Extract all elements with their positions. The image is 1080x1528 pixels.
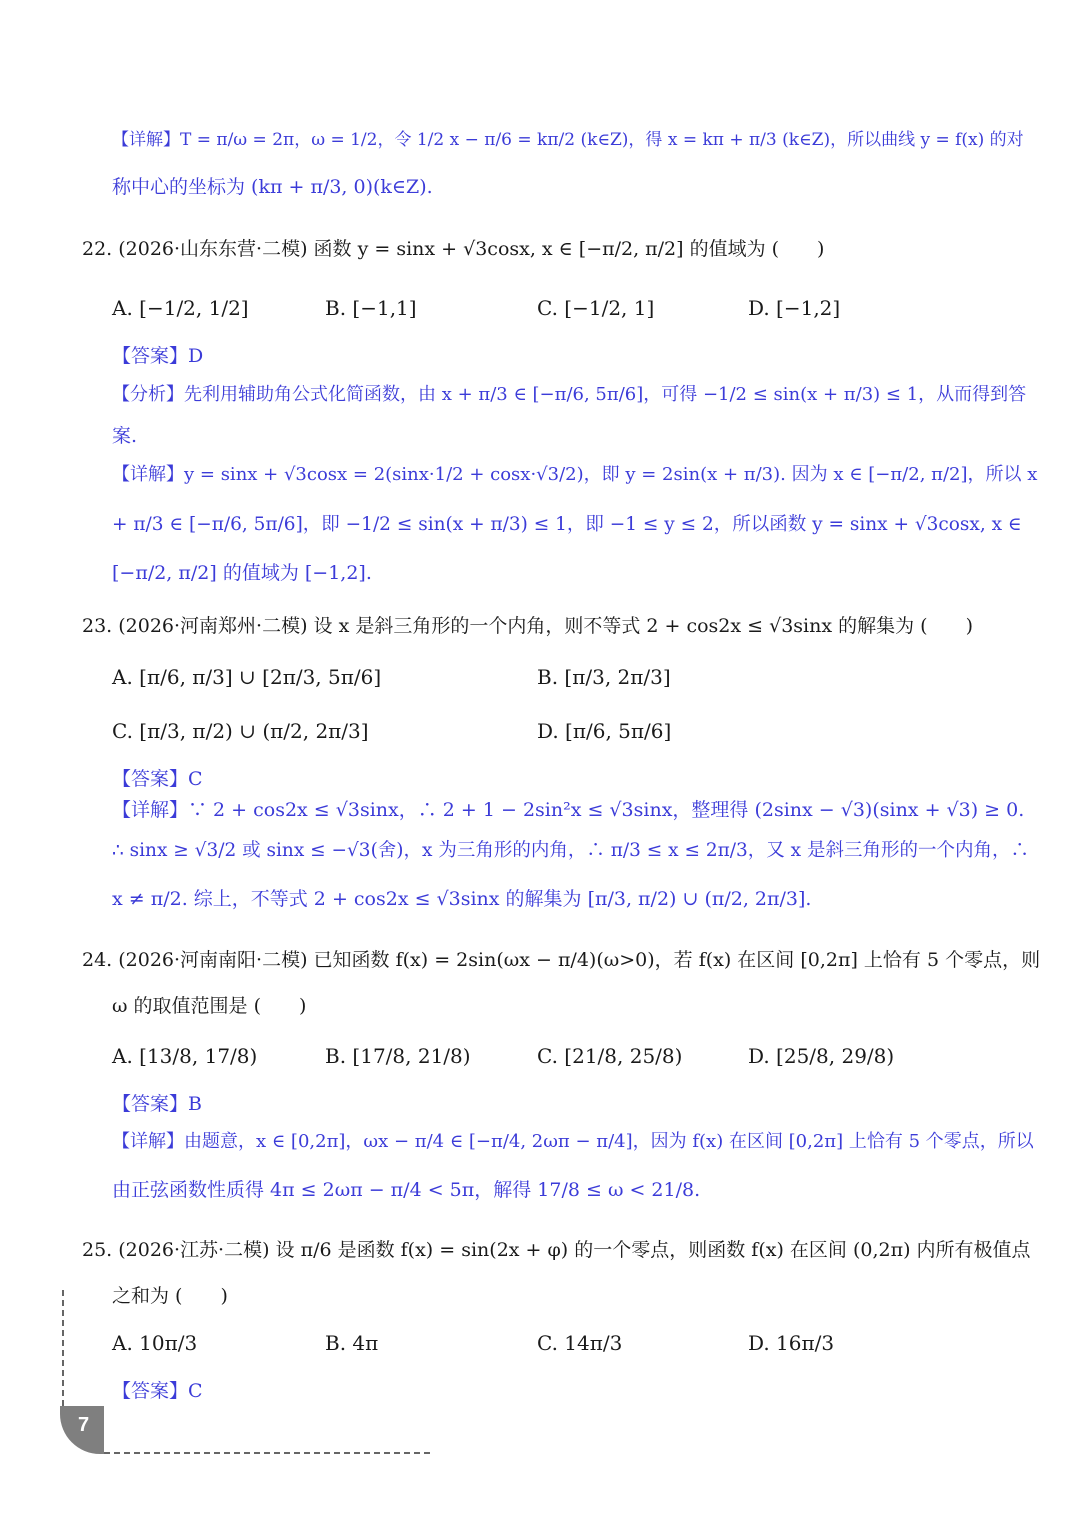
answer-label: 【答案】C <box>112 768 203 790</box>
answer-label: 【答案】D <box>112 345 204 367</box>
solution-line: 【详解】T = π/ω = 2π，ω = 1/2，令 1/2 x − π/6 = kπ/2 (k∈Z)，得 x = kπ + π/3 (k∈Z)，所以曲线 y = f(x) 的对 <box>112 130 1024 150</box>
answer-label: 【答案】C <box>112 1380 203 1402</box>
question-25-stem: 25. (2026·江苏·二模) 设 π/6 是函数 f(x) = sin(2x + φ) 的一个零点，则函数 f(x) 在区间 (0,2π) 内所有极值点 <box>82 1239 1031 1261</box>
q25-option-d: D. 16π/3 <box>748 1331 835 1355</box>
page-number: 7 <box>78 1414 90 1436</box>
q22-option-d: D. [−1,2] <box>748 296 841 320</box>
analysis-line: 【分析】先利用辅助角公式化简函数，由 x + π/3 ∈ [−π/6, 5π/6]，可得 −1/2 ≤ sin(x + π/3) ≤ 1，从而得到答 <box>112 384 1027 405</box>
question-22-stem: 22. (2026·山东东营·二模) 函数 y = sinx + √3cosx, x ∈ [−π/2, π/2] 的值域为 ( ) <box>82 238 825 260</box>
q22-option-b: B. [−1,1] <box>325 296 417 320</box>
answer-label: 【答案】B <box>112 1093 202 1115</box>
q22-option-c: C. [−1/2, 1] <box>537 296 655 320</box>
question-24-stem: 24. (2026·河南南阳·二模) 已知函数 f(x) = 2sin(ωx − π/4)(ω>0)，若 f(x) 在区间 [0,2π] 上恰有 5 个零点，则 <box>82 949 1041 971</box>
q24-option-a: A. [13/8, 17/8) <box>112 1044 258 1068</box>
analysis-line: 案. <box>112 425 138 447</box>
q23-option-c: C. [π/3, π/2) ∪ (π/2, 2π/3] <box>112 719 369 743</box>
q24-option-c: C. [21/8, 25/8) <box>537 1044 683 1068</box>
solution-line: + π/3 ∈ [−π/6, 5π/6]，即 −1/2 ≤ sin(x + π/3) ≤ 1，即 −1 ≤ y ≤ 2，所以函数 y = sinx + √3cosx, x ∈ <box>112 514 1022 535</box>
q23-option-a: A. [π/6, π/3] ∪ [2π/3, 5π/6] <box>112 665 382 689</box>
q25-option-b: B. 4π <box>325 1331 379 1355</box>
solution-line: 由正弦函数性质得 4π ≤ 2ωπ − π/4 < 5π，解得 17/8 ≤ ω < 21/8. <box>112 1179 701 1201</box>
solution-line: ∴ sinx ≥ √3/2 或 sinx ≤ −√3(舍)，x 为三角形的内角，∴ π/3 ≤ x ≤ 2π/3，又 x 是斜三角形的一个内角，∴ <box>112 840 1029 861</box>
solution-line: 【详解】由题意，x ∈ [0,2π]，ωx − π/4 ∈ [−π/4, 2ωπ − π/4]，因为 f(x) 在区间 [0,2π] 上恰有 5 个零点，所以 <box>112 1131 1034 1152</box>
q24-option-b: B. [17/8, 21/8) <box>325 1044 471 1068</box>
margin-dashed-line <box>62 1290 64 1406</box>
q22-option-a: A. [−1/2, 1/2] <box>112 296 249 320</box>
solution-line: 【详解】∵ 2 + cos2x ≤ √3sinx，∴ 2 + 1 − 2sin²x ≤ √3sinx，整理得 (2sinx − √3)(sinx + √3) ≥ 0. <box>112 799 1025 821</box>
footer-dashed-line <box>104 1452 430 1454</box>
q24-option-d: D. [25/8, 29/8) <box>748 1044 895 1068</box>
solution-line: 【详解】y = sinx + √3cosx = 2(sinx·1/2 + cosx·√3/2)，即 y = 2sin(x + π/3). 因为 x ∈ [−π/2, π/2]，所以 x <box>112 464 1038 485</box>
q25-option-a: A. 10π/3 <box>112 1331 198 1355</box>
question-24-stem-cont: ω 的取值范围是 ( ) <box>112 995 307 1017</box>
question-25-stem-cont: 之和为 ( ) <box>112 1285 228 1307</box>
q23-option-d: D. [π/6, 5π/6] <box>537 719 672 743</box>
q23-option-b: B. [π/3, 2π/3] <box>537 665 671 689</box>
solution-line: x ≠ π/2. 综上，不等式 2 + cos2x ≤ √3sinx 的解集为 [π/3, π/2) ∪ (π/2, 2π/3]. <box>112 888 812 910</box>
question-23-stem: 23. (2026·河南郑州·二模) 设 x 是斜三角形的一个内角，则不等式 2 + cos2x ≤ √3sinx 的解集为 ( ) <box>82 615 973 637</box>
solution-line: [−π/2, π/2] 的值域为 [−1,2]. <box>112 562 372 584</box>
solution-line: 称中心的坐标为 (kπ + π/3, 0)(k∈Z). <box>112 176 433 198</box>
q25-option-c: C. 14π/3 <box>537 1331 623 1355</box>
